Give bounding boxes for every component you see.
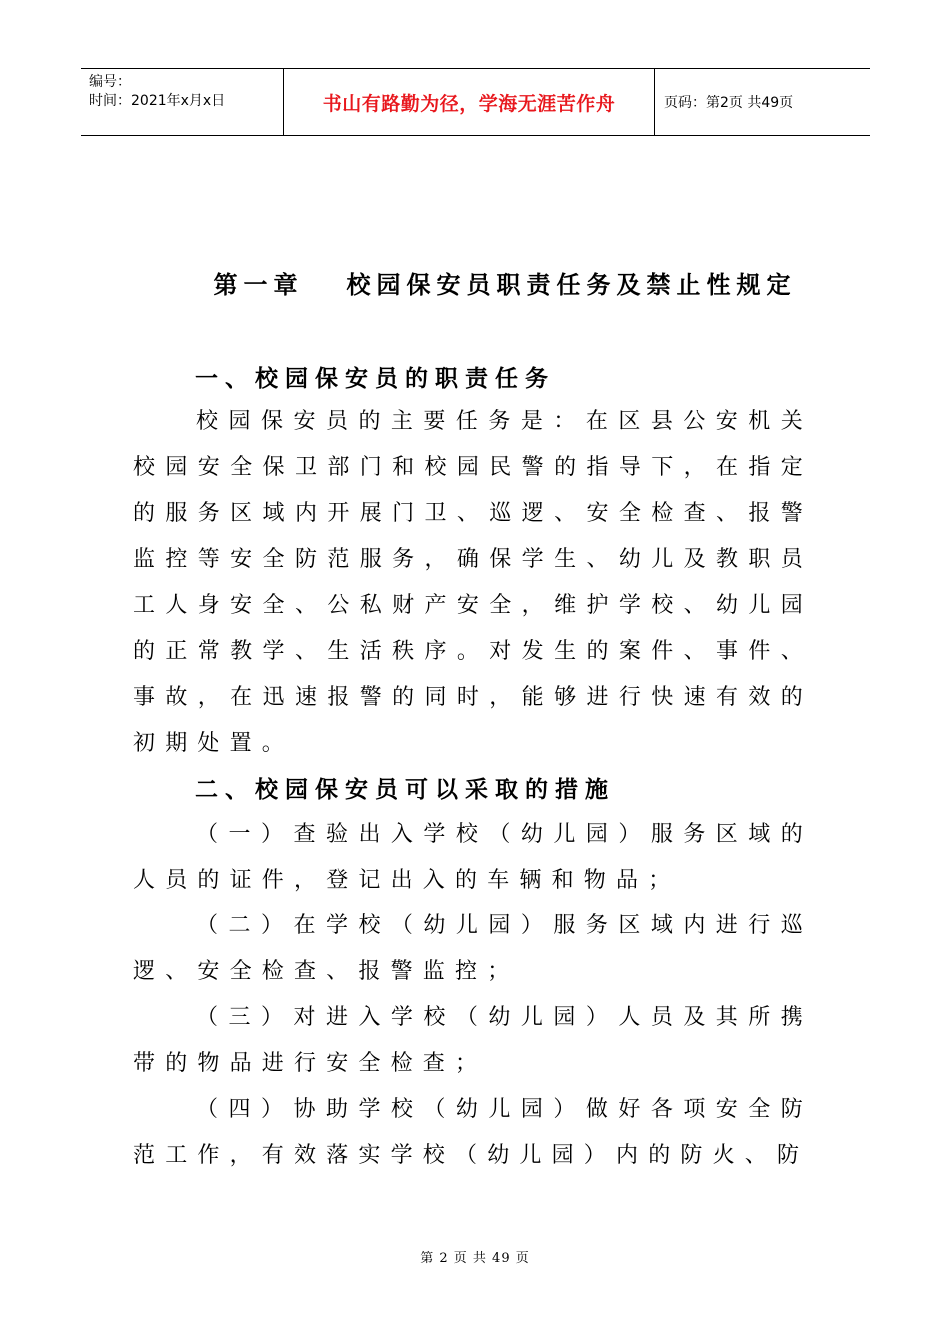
page-header xyxy=(81,68,870,136)
header-motto: 书山有路勤为径，学海无涯苦作舟 xyxy=(322,92,616,115)
paragraph-measure-1: （一）查验出入学校（幼儿园）服务区域的人员的证件，登记出入的车辆和物品； xyxy=(133,822,813,893)
paragraph-measure-4: （四）协助学校（幼儿园）做好各项安全防范工作，有效落实学校（幼儿园）内的防火、防 xyxy=(133,1097,813,1168)
paragraph-measure-3: （三）对进入学校（幼儿园）人员及其所携带的物品进行安全检查； xyxy=(133,1005,813,1076)
document-date: 时间：2021年x月x日 xyxy=(89,93,226,109)
paragraph-duties: 校园保安员的主要任务是：在区县公安机关校园安全保卫部门和校园民警的指导下，在指定的服务区域内开展门卫、巡逻、安全检查、报警监控等安全防范服务，确保学生、幼儿及教职员工人身安全、公私财产安全，维护学校、幼儿园的正常教学、生活秩序。对发生的案件、事件、事故，在迅速报警的同时，能够进行快速有效的初期处置。 xyxy=(133,409,813,756)
paragraph-measure-2: （二）在学校（幼儿园）服务区域内进行巡逻、安全检查、报警监控； xyxy=(133,913,813,984)
chapter-title: 第一章 校园保安员职责任务及禁止性规定 xyxy=(213,271,797,299)
header-meta xyxy=(81,69,283,135)
header-page-info: 页码：第2页 共49页 xyxy=(664,95,794,111)
page-footer: 第 2 页 共 49 页 xyxy=(420,1251,530,1266)
section-heading-1: 一、校园保安员的职责任务 xyxy=(195,366,555,392)
header-motto-cell xyxy=(283,69,655,135)
section-heading-2: 二、校园保安员可以采取的措施 xyxy=(195,777,615,803)
document-number-label: 编号： xyxy=(89,74,131,90)
